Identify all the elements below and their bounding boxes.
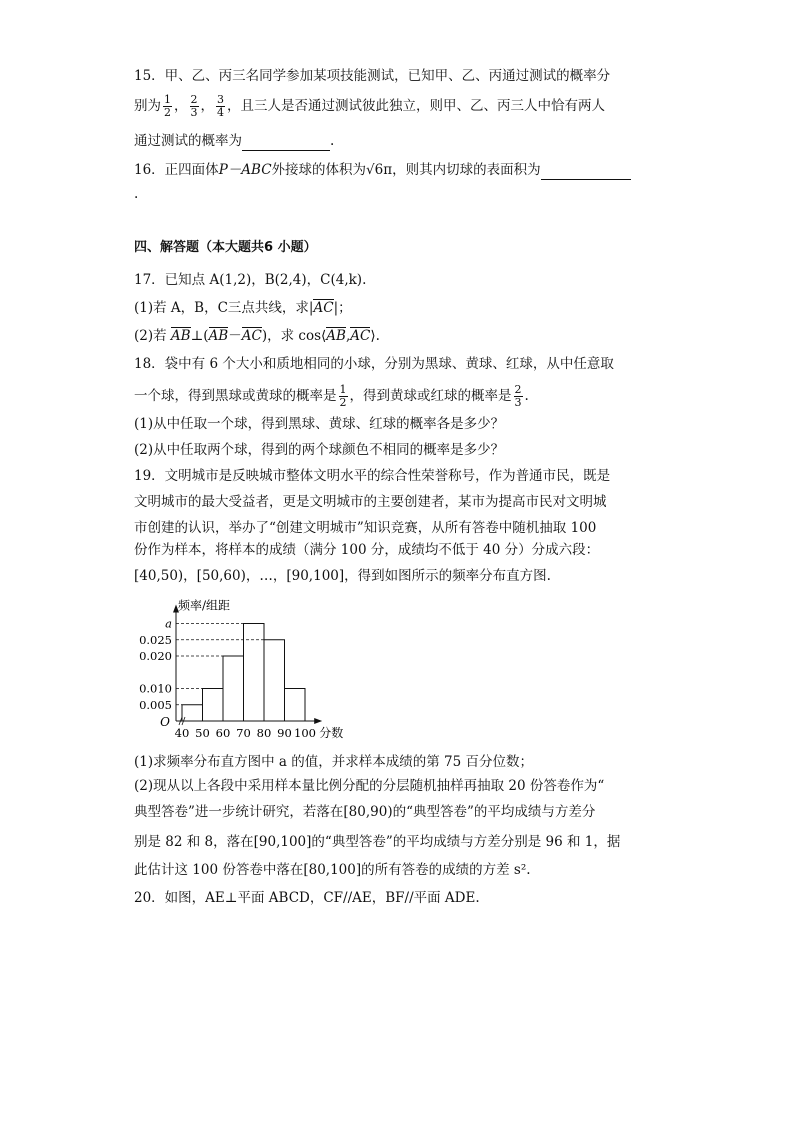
y-axis-label: 频率/组距 <box>178 598 231 613</box>
q19-line-9: 别是 82 和 8，落在[90,100]的“典型答卷”的平均成绩与方差分别是 96 和 1，据 <box>134 834 621 850</box>
x-tick-label: 60 <box>215 726 231 740</box>
y-tick-label: 0.005 <box>139 697 172 712</box>
x-tick-label: 80 <box>256 726 272 740</box>
fraction-one-half: $\frac{1}{2}$ <box>164 93 171 119</box>
q17-line-1: 17．已知点 A(1,2)，B(2,4)，C(4,k). <box>134 272 367 288</box>
q15-line-1: 15．甲、乙、丙三名同学参加某项技能测试，已知甲、乙、丙通过测试的概率分 <box>134 68 611 84</box>
answer-blank-15 <box>242 130 330 151</box>
q17-line-2: (1)若 A，B，C三点共线，求|AC|； <box>134 300 352 316</box>
q19-line-5: [40,50)，[50,60)，…，[90,100]，得到如图所示的频率分布直方图. <box>134 568 551 584</box>
y-tick-label: 0.010 <box>139 681 172 696</box>
q18-line-1: 18．袋中有 6 个大小和质地相同的小球，分别为黑球、黄球、红球，从中任意取 <box>134 356 614 372</box>
y-tick-label: 0.020 <box>139 649 172 663</box>
q15-text: 别为 <box>134 98 161 114</box>
section-heading: 四、解答题（本大题共6 小题） <box>134 240 317 255</box>
histogram-bar <box>182 705 203 721</box>
vector-ab: AB <box>170 328 191 344</box>
x-axis-label: 分数 <box>319 726 344 740</box>
x-tick-label: 100 <box>294 726 316 740</box>
q18-line-3: (1)从中任取一个球，得到黑球、黄球、红球的概率各是多少？ <box>134 416 505 432</box>
q19-line-3: 市创建的认识，举办了“创建文明城市”知识竞赛，从所有答卷中随机抽取 100 <box>134 520 597 536</box>
histogram-bar <box>244 624 265 722</box>
q19-line-7: (2)现从以上各段中采用样本量比例分配的分层随机抽样再抽取 20 份答卷作为“ <box>134 778 605 794</box>
fraction-three-quarters: $\frac{3}{4}$ <box>217 93 224 119</box>
q19-line-4: 份作为样本，将样本的成绩（满分 100 分，成绩均不低于 40 分）分成六段： <box>134 542 600 558</box>
q18-line-2: 一个球，得到黑球或黄球的概率是 $\frac{1}{2}$ ，得到黄球或红球的概率是 $\frac{2}{3}$ . <box>134 383 529 409</box>
q15-text-2: ，且三人是否通过测试彼此独立，则甲、乙、丙三人中恰有两人 <box>227 98 605 114</box>
q15-line-2: 别为 $\frac{1}{2}$ ， $\frac{2}{3}$ ， $\frac{3}{4}$ ，且三人是否通过测试彼此独立，则甲、乙、丙三人中恰有两人 <box>134 93 605 119</box>
q17-line-3: (2)若 AB⊥(AB－AC)，求 cos⟨AB,AC⟩. <box>134 328 380 344</box>
q18-line-4: (2)从中任取两个球，得到的两个球颜色不相同的概率是多少？ <box>134 442 505 458</box>
q20-line-1: 20．如图，AE⊥平面 ABCD，CF//AE，BF//平面 ADE. <box>134 890 480 906</box>
q19-line-6: (1)求频率分布直方图中 a 的值，并求样本成绩的第 75 百分位数； <box>134 754 534 770</box>
histogram-bar <box>264 640 285 721</box>
fraction-two-thirds: $\frac{2}{3}$ <box>514 383 522 409</box>
histogram-bar <box>223 656 244 721</box>
q19-line-8: 典型答卷”进一步统计研究，若落在[80,90)的“典型答卷”的平均成绩与方差分 <box>134 804 596 820</box>
y-tick-label: 0.025 <box>139 632 172 647</box>
x-tick-label: 40 <box>174 726 190 740</box>
q16-end-dot: . <box>134 186 139 202</box>
fraction-two-thirds: $\frac{2}{3}$ <box>190 93 198 119</box>
y-tick-label: a <box>165 616 172 631</box>
histogram-bar <box>203 689 224 722</box>
tetrahedron-name: P－ABC <box>218 162 272 178</box>
answer-blank-16 <box>541 159 631 180</box>
x-tick-label: 90 <box>277 726 292 740</box>
vector-ac: AC <box>313 300 334 316</box>
x-axis-arrow <box>314 718 322 724</box>
vector-ac: AC <box>350 328 371 344</box>
q19-line-1: 19．文明城市是反映城市整体文明水平的综合性荣誉称号，作为普通市民，既是 <box>134 468 611 484</box>
vector-ab: AB <box>326 328 346 344</box>
q16-line: 16．正四面体P－ABC外接球的体积为√6π，则其内切球的表面积为 <box>134 159 631 180</box>
vector-ac: AC <box>241 328 262 344</box>
origin-label: O <box>160 715 170 729</box>
fraction-one-half: $\frac{1}{2}$ <box>339 383 347 409</box>
x-tick-label: 70 <box>236 726 251 740</box>
q15-line-3: 通过测试的概率为 . <box>134 130 334 151</box>
volume-value: √6π <box>366 162 393 178</box>
frequency-histogram <box>130 590 360 746</box>
histogram-bar <box>285 689 306 722</box>
q19-line-10: 此估计这 100 份答卷中落在[80,100]的所有答卷的成绩的方差 s². <box>134 862 531 878</box>
vector-ab: AB <box>208 328 229 344</box>
q19-line-2: 文明城市的最大受益者，更是文明城市的主要创建者，某市为提高市民对文明城 <box>134 494 607 510</box>
x-tick-label: 50 <box>195 726 210 740</box>
